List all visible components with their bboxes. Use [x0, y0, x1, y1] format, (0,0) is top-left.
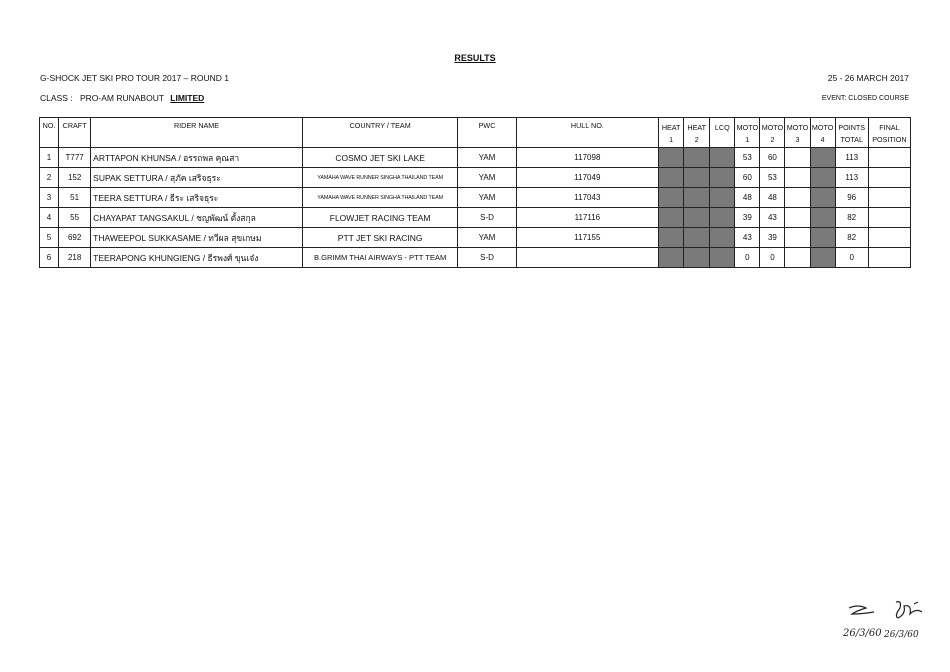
- signature-date-right: 26/3/60: [884, 630, 919, 640]
- event-date: 25 - 26 MARCH 2017: [827, 73, 909, 83]
- cell-moto-1: 53: [735, 148, 760, 168]
- cell-lcq: [710, 248, 735, 268]
- cell-moto-2: 60: [760, 148, 785, 168]
- header-heat-1: HEAT: [659, 118, 684, 133]
- cell-pwc: YAM: [458, 228, 516, 248]
- cell-team: B.GRIMM THAI AIRWAYS - PTT TEAM: [302, 248, 458, 268]
- class-label: CLASS :: [40, 93, 73, 103]
- header-moto-4-num: 4: [810, 133, 835, 148]
- cell-moto-1: 60: [735, 168, 760, 188]
- cell-heat-2: [684, 148, 710, 168]
- header-heat-2: HEAT: [684, 118, 710, 133]
- cell-moto-3: [785, 188, 810, 208]
- cell-pwc: YAM: [458, 188, 516, 208]
- cell-moto-3: [785, 168, 810, 188]
- table-row: [40, 148, 911, 168]
- header-final-position: POSITION: [868, 133, 910, 148]
- cell-final: [868, 208, 910, 228]
- header-moto-4: MOTO: [810, 118, 835, 133]
- signature-right: [888, 598, 928, 624]
- cell-heat-2: [684, 208, 710, 228]
- event-type: EVENT: CLOSED COURSE: [821, 95, 909, 102]
- header-heat-1-num: 1: [659, 133, 684, 148]
- cell-team: PTT JET SKI RACING: [302, 228, 458, 248]
- header-moto-2-num: 2: [760, 133, 785, 148]
- header-no: NO.: [40, 118, 59, 148]
- header-hull: HULL NO.: [516, 118, 658, 148]
- cell-team: YAMAHA WAVE RUNNER SINGHA THAILAND TEAM: [302, 188, 458, 208]
- table-row: [40, 228, 911, 248]
- cell-moto-2: 0: [760, 248, 785, 268]
- cell-heat-2: [684, 188, 710, 208]
- cell-points: 96: [835, 188, 868, 208]
- class-line: [40, 93, 204, 103]
- header-moto-2: MOTO: [760, 118, 785, 133]
- event-name: G-SHOCK JET SKI PRO TOUR 2017 – ROUND 1: [40, 73, 229, 83]
- cell-heat-1: [659, 208, 684, 228]
- table-row: [40, 188, 911, 208]
- cell-hull: 117098: [516, 148, 658, 168]
- cell-moto-3: [785, 228, 810, 248]
- header-lcq-num: [710, 133, 735, 148]
- cell-craft: 51: [59, 188, 91, 208]
- cell-moto-4: [810, 188, 835, 208]
- cell-craft: 218: [59, 248, 91, 268]
- cell-heat-2: [684, 228, 710, 248]
- header-final: FINAL: [868, 118, 910, 133]
- cell-craft: 692: [59, 228, 91, 248]
- cell-moto-4: [810, 168, 835, 188]
- cell-rider: SUPAK SETTURA / สุภัค เสริจธุระ: [91, 168, 303, 188]
- table-row: [40, 248, 911, 268]
- cell-moto-3: [785, 148, 810, 168]
- cell-heat-1: [659, 228, 684, 248]
- cell-rider: CHAYAPAT TANGSAKUL / ชญพัฒน์ ตั้งสกุล: [91, 208, 303, 228]
- cell-moto-2: 48: [760, 188, 785, 208]
- cell-moto-1: 39: [735, 208, 760, 228]
- cell-no: 2: [40, 168, 59, 188]
- cell-moto-1: 48: [735, 188, 760, 208]
- table-row: [40, 168, 911, 188]
- cell-lcq: [710, 188, 735, 208]
- class-limited: LIMITED: [170, 93, 205, 103]
- cell-points: 0: [835, 248, 868, 268]
- cell-lcq: [710, 228, 735, 248]
- cell-lcq: [710, 208, 735, 228]
- cell-pwc: YAM: [458, 148, 516, 168]
- cell-no: 4: [40, 208, 59, 228]
- cell-moto-1: 43: [735, 228, 760, 248]
- cell-team: YAMAHA WAVE RUNNER SINGHA THAILAND TEAM: [302, 168, 458, 188]
- cell-heat-1: [659, 248, 684, 268]
- cell-points: 82: [835, 208, 868, 228]
- cell-craft: 55: [59, 208, 91, 228]
- cell-hull: 117049: [516, 168, 658, 188]
- results-table: [39, 117, 911, 268]
- results-title: RESULTS: [454, 53, 496, 63]
- cell-final: [868, 168, 910, 188]
- header-pwc: PWC: [458, 118, 516, 148]
- cell-moto-1: 0: [735, 248, 760, 268]
- cell-final: [868, 228, 910, 248]
- header-lcq: LCQ: [710, 118, 735, 133]
- cell-hull: 117116: [516, 208, 658, 228]
- header-points-total: TOTAL: [835, 133, 868, 148]
- cell-rider: TEERAPONG KHUNGIENG / ธีรพงศ์ ขุนเจ๋ง: [91, 248, 303, 268]
- cell-moto-3: [785, 208, 810, 228]
- header-craft: CRAFT: [59, 118, 91, 148]
- cell-moto-4: [810, 228, 835, 248]
- cell-final: [868, 148, 910, 168]
- cell-no: 1: [40, 148, 59, 168]
- table-row: [40, 208, 911, 228]
- cell-moto-4: [810, 208, 835, 228]
- cell-pwc: S-D: [458, 248, 516, 268]
- cell-heat-2: [684, 248, 710, 268]
- cell-rider: ARTTAPON KHUNSA / อรรถพล คุณสา: [91, 148, 303, 168]
- header-moto-3: MOTO: [785, 118, 810, 133]
- cell-team: FLOWJET RACING TEAM: [302, 208, 458, 228]
- cell-points: 113: [835, 148, 868, 168]
- cell-lcq: [710, 148, 735, 168]
- signature-date-left: 26/3/60: [843, 628, 882, 639]
- cell-final: [868, 248, 910, 268]
- class-value: PRO-AM RUNABOUT: [79, 93, 164, 103]
- cell-moto-2: 39: [760, 228, 785, 248]
- cell-rider: TEERA SETTURA / ธีระ เสริจธุระ: [91, 188, 303, 208]
- cell-heat-2: [684, 168, 710, 188]
- cell-rider: THAWEEPOL SUKKASAME / ทวีผล สุขเกษม: [91, 228, 303, 248]
- cell-no: 6: [40, 248, 59, 268]
- cell-no: 3: [40, 188, 59, 208]
- cell-craft: 152: [59, 168, 91, 188]
- header-team: COUNTRY / TEAM: [302, 118, 458, 148]
- cell-moto-3: [785, 248, 810, 268]
- cell-hull: 117043: [516, 188, 658, 208]
- signature-left: [846, 602, 880, 624]
- cell-no: 5: [40, 228, 59, 248]
- cell-moto-2: 43: [760, 208, 785, 228]
- cell-moto-4: [810, 148, 835, 168]
- cell-heat-1: [659, 168, 684, 188]
- header-rider: RIDER NAME: [91, 118, 303, 148]
- header-moto-1: MOTO: [735, 118, 760, 133]
- cell-hull: [516, 248, 658, 268]
- cell-pwc: YAM: [458, 168, 516, 188]
- header-points: POINTS: [835, 118, 868, 133]
- cell-moto-4: [810, 248, 835, 268]
- cell-heat-1: [659, 148, 684, 168]
- header-moto-3-num: 3: [785, 133, 810, 148]
- cell-moto-2: 53: [760, 168, 785, 188]
- cell-pwc: S-D: [458, 208, 516, 228]
- cell-hull: 117155: [516, 228, 658, 248]
- cell-team: COSMO JET SKI LAKE: [302, 148, 458, 168]
- header-heat-2-num: 2: [684, 133, 710, 148]
- cell-craft: T777: [59, 148, 91, 168]
- cell-points: 82: [835, 228, 868, 248]
- cell-heat-1: [659, 188, 684, 208]
- cell-lcq: [710, 168, 735, 188]
- cell-final: [868, 188, 910, 208]
- cell-points: 113: [835, 168, 868, 188]
- header-moto-1-num: 1: [735, 133, 760, 148]
